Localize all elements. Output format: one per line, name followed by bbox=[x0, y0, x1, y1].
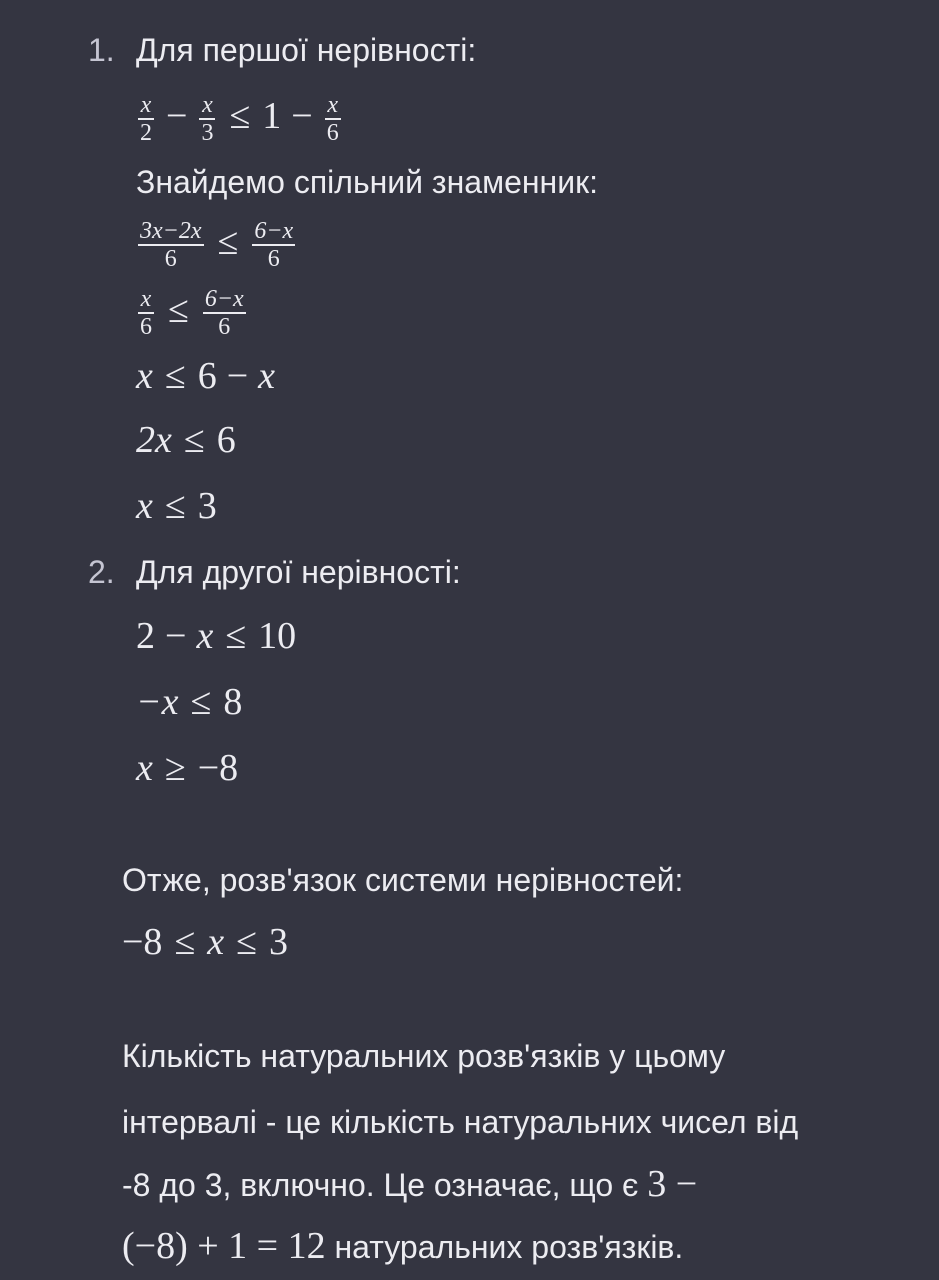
list-heading: Для другої нерівності: bbox=[136, 554, 461, 590]
math-line-6: x ≤ 3 bbox=[136, 485, 217, 527]
list-item-2-heading bbox=[88, 552, 461, 592]
math-line-9: x ≥ −8 bbox=[136, 747, 239, 789]
math-line-5: 2x ≤ 6 bbox=[136, 419, 236, 461]
fraction: $\frac{6-x}{6}$ bbox=[204, 286, 244, 341]
math-line-4: x ≤ 6 − x bbox=[136, 355, 276, 397]
final-line-1: Кількість натуральних розв'язків у цьому bbox=[122, 1038, 726, 1074]
final-line-3: -8 до 3, включно. Це означає, що є 3 − bbox=[122, 1163, 698, 1205]
list-item-1-heading bbox=[88, 30, 476, 70]
inline-math: (−8) + 1 = 12 bbox=[122, 1225, 326, 1267]
fraction: $\frac{x}{2}$ bbox=[140, 92, 152, 147]
fraction: $\frac{3x-2x}{6}$ bbox=[140, 218, 202, 273]
math-line-8: −x ≤ 8 bbox=[136, 681, 243, 723]
math-line-3: $\frac{x}{6}$ ≤ $\frac{6-x}{6}$ bbox=[140, 286, 244, 341]
final-line-2: інтервалі - це кількість натуральних чисел від bbox=[122, 1104, 799, 1140]
system-solution: −8 ≤ x ≤ 3 bbox=[122, 921, 289, 963]
list-heading: Для першої нерівності: bbox=[136, 32, 477, 68]
fraction: $\frac{x}{3}$ bbox=[201, 92, 214, 147]
fraction: $\frac{x}{6}$ bbox=[140, 286, 152, 341]
final-line-4: (−8) + 1 = 12 натуральних розв'язків. bbox=[122, 1225, 684, 1267]
math-line-1: $\frac{x}{2}$ − $\frac{x}{3}$ ≤ 1 − $\frac{x}{6}$ bbox=[140, 92, 339, 147]
fraction: $\frac{x}{6}$ bbox=[326, 92, 339, 147]
math-line-2: $\frac{3x-2x}{6}$ ≤ $\frac{6-x}{6}$ bbox=[140, 218, 294, 273]
list-number: 2. bbox=[88, 554, 115, 590]
list-number: 1. bbox=[88, 32, 115, 68]
fraction: $\frac{6-x}{6}$ bbox=[254, 218, 294, 273]
common-denominator-text: Знайдемо спільний знаменник: bbox=[136, 164, 598, 200]
inline-math: 3 − bbox=[647, 1163, 698, 1205]
math-line-7: 2 − x ≤ 10 bbox=[136, 615, 297, 657]
conclusion-text: Отже, розв'язок системи нерівностей: bbox=[122, 862, 684, 898]
